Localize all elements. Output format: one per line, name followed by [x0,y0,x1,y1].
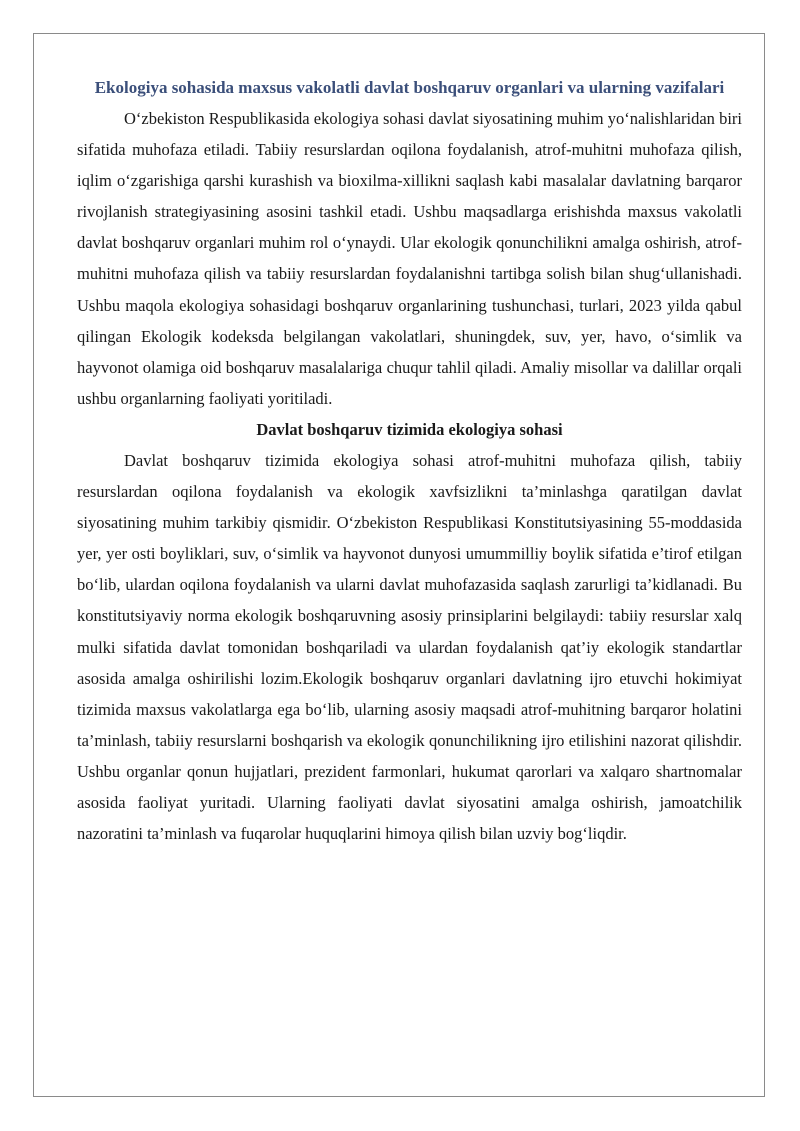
document-body [77,72,742,849]
section-heading: Davlat boshqaruv tizimida ekologiya sohasi [256,419,563,439]
section-paragraph: Davlat boshqaruv tizimida ekologiya sohasi atrof-muhitni muhofaza qilish, tabiiy resurslardan oqilona foydalanish va ekologik xavfsizlikni ta’minlashga qaratilgan davlat siyosatining muhim tarkibiy qismidir. O‘zbekiston Respublikasi Konstitutsiyasining 55-moddasida yer, yer osti boyliklari, suv, o‘simlik va hayvonot dunyosi umummilliy boylik sifatida e’tirof etilgan bo‘lib, ulardan oqilona foydalanish va ularni davlat muhofazasida saqlash zarurligi ta’kidlanadi. Bu konstitutsiyaviy norma ekologik boshqaruvning asosiy prinsiplarini belgilaydi: tabiiy resurslar xalq mulki sifatida davlat tomonidan boshqariladi va ulardan foydalanish qat’iy ekologik standartlar asosida amalga oshirilishi lozim.Ekologik boshqaruv organlari davlatning ijro etuvchi hokimiyat tizimida maxsus vakolatlarga ega bo‘lib, ularning asosiy maqsadi atrof-muhitning barqaror holatini ta’minlash, tabiiy resurslarni boshqarish va ekologik qonunchilikning ijro etilishini nazorat qilishdir. Ushbu organlar qonun hujjatlari, prezident farmonlari, hukumat qarorlari va xalqaro shartnomalar asosida faoliyat yuritadi. Ularning faoliyati davlat siyosatini amalga oshirish, jamoatchilik nazoratini ta’minlash va fuqarolar huquqlarini himoya qilish bilan uzviy bog‘liqdir. [77,450,742,844]
document-title: Ekologiya sohasida maxsus vakolatli davlat boshqaruv organlari va ularning vazifalari [94,78,725,97]
intro-paragraph: O‘zbekiston Respublikasida ekologiya sohasi davlat siyosatining muhim yo‘nalishlaridan biri sifatida muhofaza etiladi. Tabiiy resurslardan oqilona foydalanish, atrof-muhitni muhofaza qilish, iqlim o‘zgarishiga qarshi kurashish va bioxilma-xillikni saqlash kabi masalalar davlatning barqaror rivojlanish strategiyasining asosini tashkil etadi. Ushbu maqsadlarga erishishda maxsus vakolatli davlat boshqaruv organlari muhim rol o‘ynaydi. Ular ekologik qonunchilikni amalga oshirish, atrof-muhitni muhofaza qilish va tabiiy resurslardan foydalanishni tartibga solish bilan shug‘ullanishadi. Ushbu maqola ekologiya sohasidagi boshqaruv organlarining tushunchasi, turlari, 2023 yilda qabul qilingan Ekologik kodeksda belgilangan vakolatlari, shuningdek, suv, yer, havo, o‘simlik va hayvonot olamiga oid boshqaruv masalalariga chuqur tahlil qiladi. Amaliy misollar va dalillar orqali ushbu organlarning faoliyati yoritiladi. [77,109,742,408]
